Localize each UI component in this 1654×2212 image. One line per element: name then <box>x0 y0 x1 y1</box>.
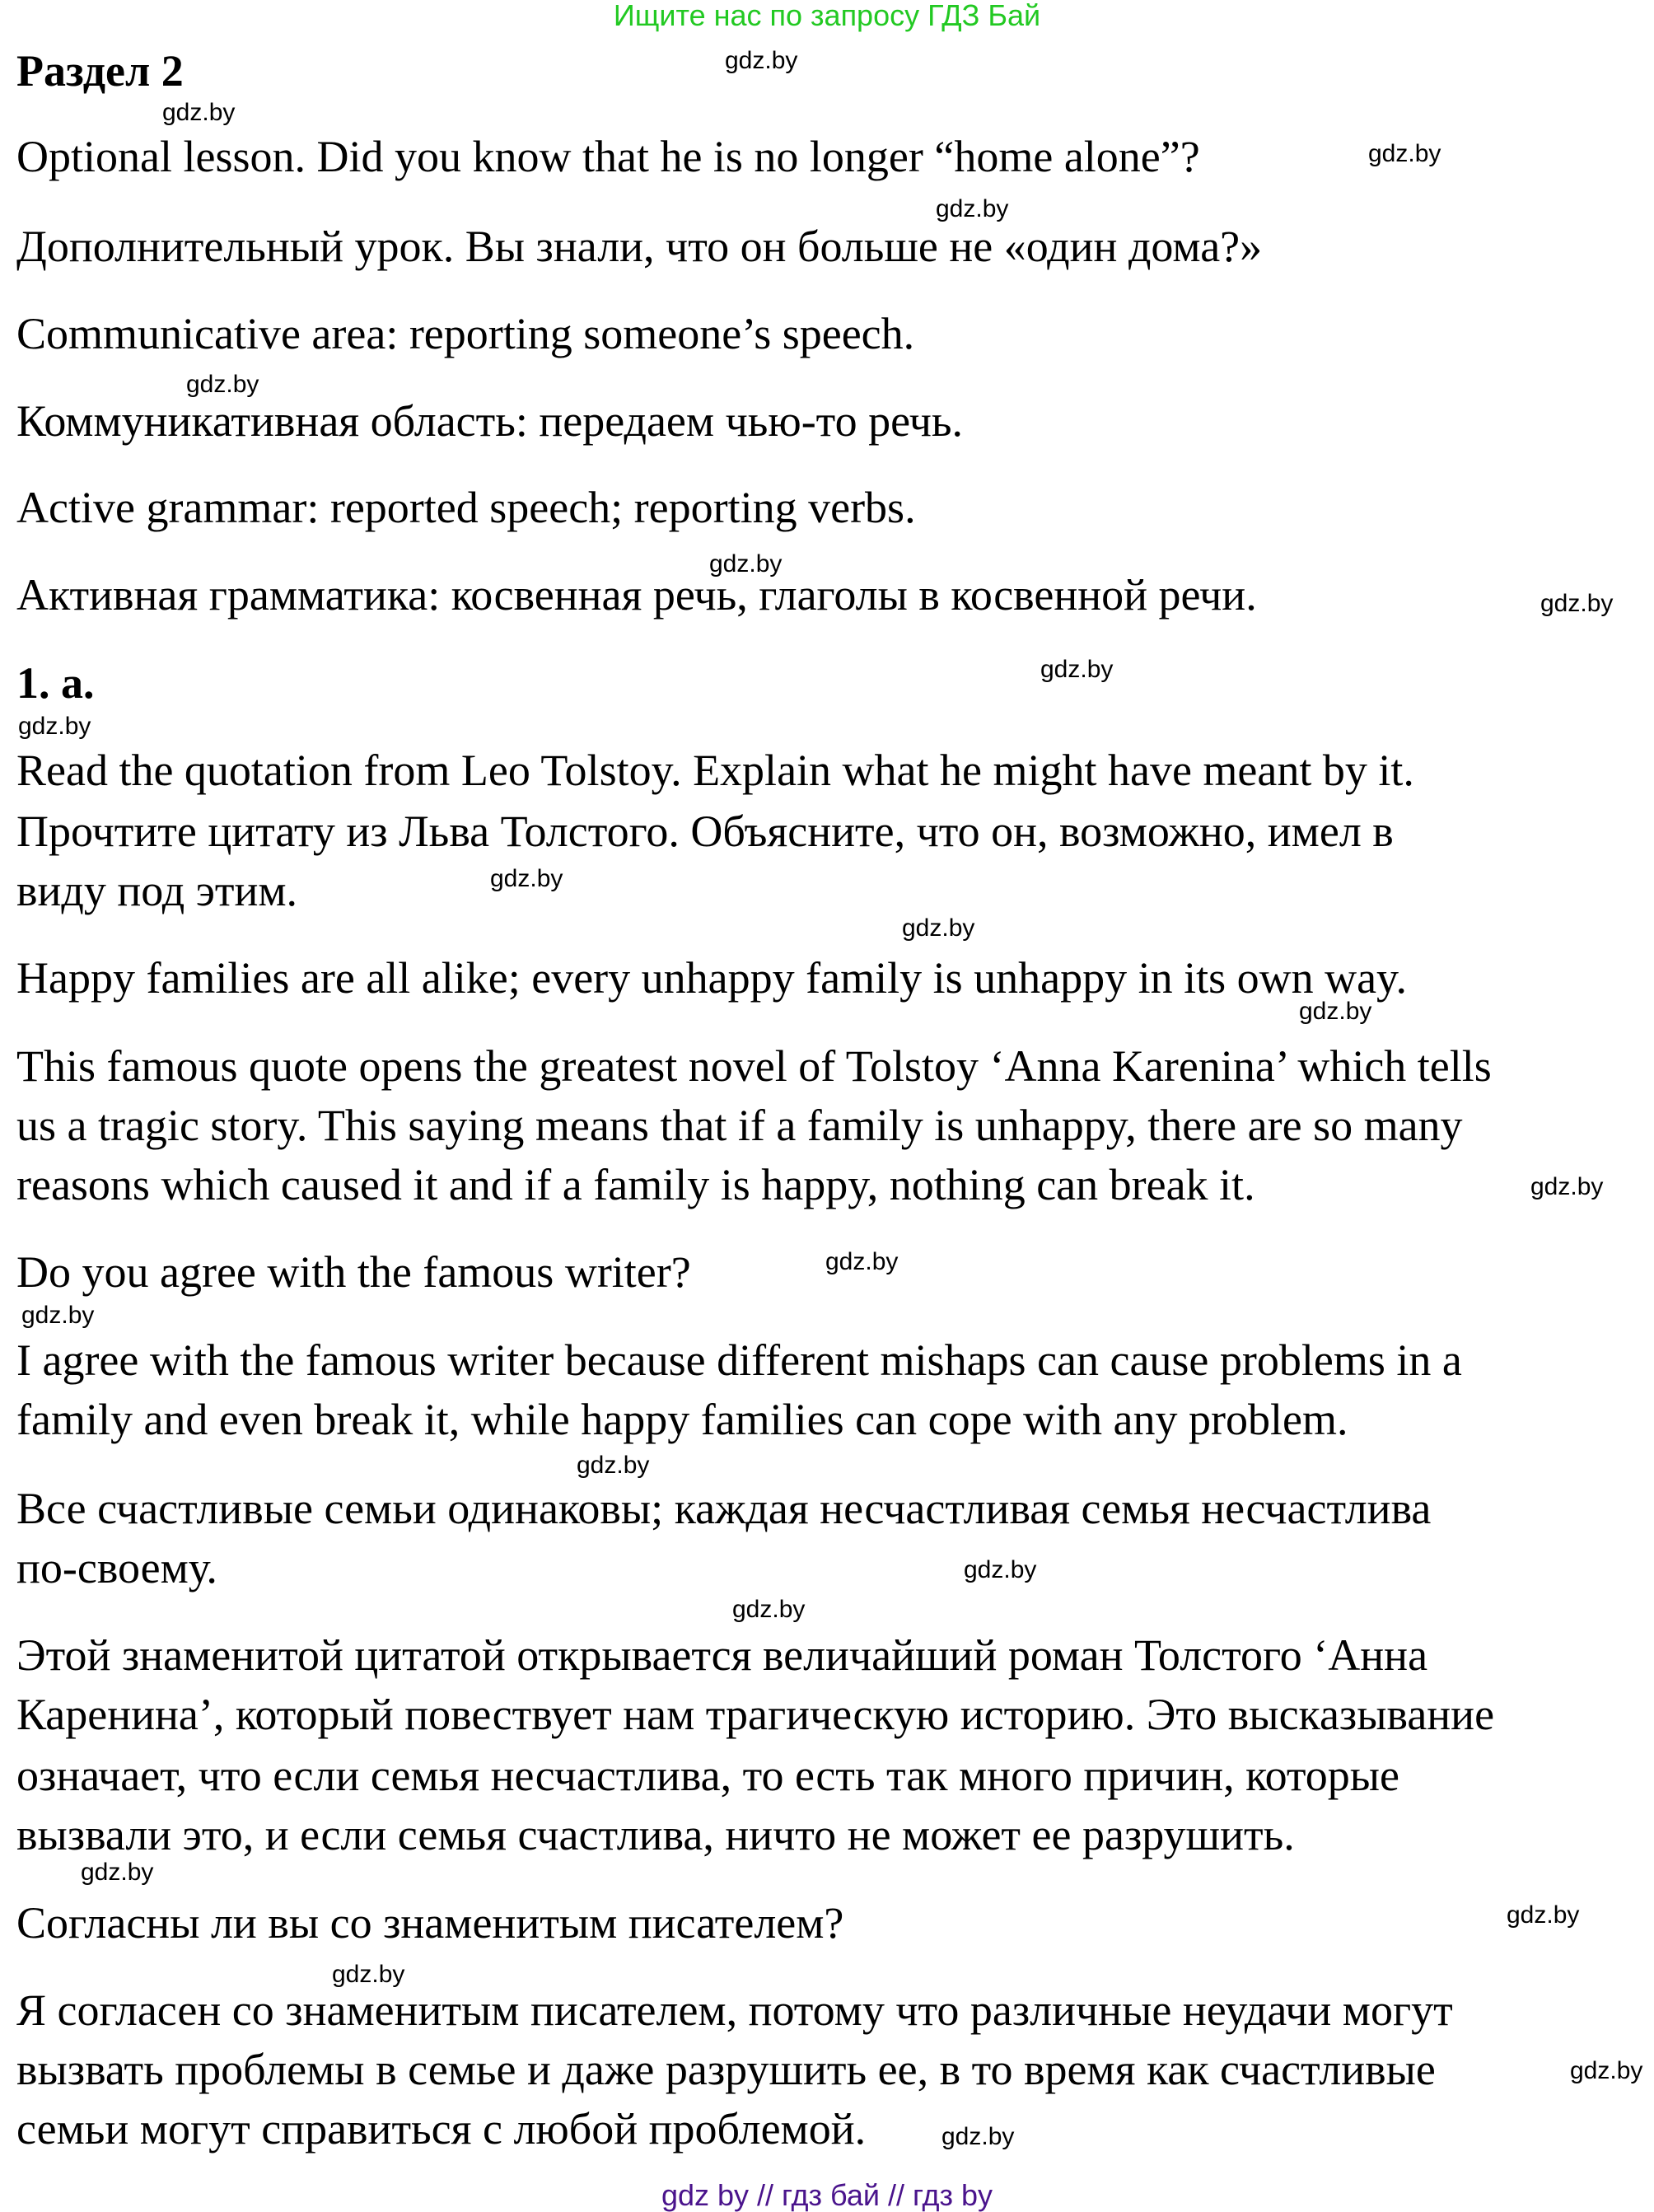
body-line: Все счастливые семьи одинаковы; каждая несчастливая семья несчастлива <box>16 1484 1432 1533</box>
body-line: по-своему. <box>16 1543 217 1592</box>
watermark: gdz.by <box>941 2123 1015 2150</box>
watermark: gdz.by <box>186 371 259 398</box>
question-line: Согласны ли вы со знаменитым писателем? <box>16 1898 844 1948</box>
lesson-title-en: Optional lesson. Did you know that he is no longer “home alone”? <box>16 132 1200 181</box>
body-line: вызвать проблемы в семье и даже разрушить ее, в то время как счастливые <box>16 2045 1436 2094</box>
watermark: gdz.by <box>936 195 1009 222</box>
body-line: Каренина’, который повествует нам трагическую историю. Это высказывание <box>16 1690 1495 1739</box>
active-grammar-ru: Активная грамматика: косвенная речь, глаголы в косвенной речи. <box>16 570 1257 620</box>
watermark: gdz.by <box>1570 2057 1643 2084</box>
footer-links[interactable]: gdz by // гдз бай // гдз by <box>661 2178 993 2212</box>
lesson-title-ru: Дополнительный урок. Вы знали, что он больше не «один дома?» <box>16 222 1263 271</box>
watermark: gdz.by <box>1530 1173 1604 1200</box>
body-line: вызвали это, и если семья счастлива, ничто не может ее разрушить. <box>16 1810 1295 1859</box>
watermark: gdz.by <box>81 1859 154 1886</box>
watermark: gdz.by <box>825 1248 899 1275</box>
section-title: Раздел 2 <box>16 46 184 96</box>
watermark: gdz.by <box>162 99 236 126</box>
search-banner: Ищите нас по запросу ГДЗ Бай <box>613 0 1041 32</box>
watermark: gdz.by <box>902 914 975 942</box>
question-line: Do you agree with the famous writer? <box>16 1247 691 1297</box>
watermark: gdz.by <box>732 1596 806 1623</box>
watermark: gdz.by <box>21 1302 95 1329</box>
body-line: означает, что если семья несчастлива, то есть так много причин, которые <box>16 1751 1400 1800</box>
watermark: gdz.by <box>577 1452 650 1479</box>
body-line: reasons which caused it and if a family is happy, nothing can break it. <box>16 1160 1255 1209</box>
body-line: This famous quote opens the greatest novel of Tolstoy ‘Anna Karenina’ which tells <box>16 1041 1492 1091</box>
watermark: gdz.by <box>490 865 563 892</box>
watermark: gdz.by <box>1299 998 1372 1025</box>
watermark: gdz.by <box>964 1556 1037 1583</box>
quote-line: Happy families are all alike; every unhappy family is unhappy in its own way. <box>16 953 1408 1003</box>
watermark: gdz.by <box>18 713 91 740</box>
watermark: gdz.by <box>1540 590 1614 617</box>
body-line: Прочтите цитату из Льва Толстого. Объясните, что он, возможно, имел в <box>16 807 1394 856</box>
active-grammar-en: Active grammar: reported speech; reporting verbs. <box>16 483 916 532</box>
body-line: family and even break it, while happy families can cope with any problem. <box>16 1395 1348 1444</box>
body-line: Read the quotation from Leo Tolstoy. Explain what he might have meant by it. <box>16 746 1414 795</box>
body-line: виду под этим. <box>16 866 298 915</box>
body-line: Я согласен со знаменитым писателем, потому что различные неудачи могут <box>16 1985 1453 2035</box>
watermark: gdz.by <box>725 47 798 74</box>
communicative-area-en: Communicative area: reporting someone’s speech. <box>16 309 915 358</box>
watermark: gdz.by <box>1507 1901 1580 1929</box>
body-line: us a tragic story. This saying means that if a family is unhappy, there are so many <box>16 1101 1463 1150</box>
watermark: gdz.by <box>1040 656 1114 683</box>
body-line: I agree with the famous writer because different mishaps can cause problems in a <box>16 1335 1462 1385</box>
exercise-label: 1. a. <box>16 658 95 708</box>
watermark: gdz.by <box>1368 140 1441 167</box>
watermark: gdz.by <box>332 1961 405 1988</box>
body-line: семьи могут справиться с любой проблемой. <box>16 2104 867 2154</box>
body-line: Этой знаменитой цитатой открывается величайший роман Толстого ‘Анна <box>16 1630 1428 1680</box>
watermark: gdz.by <box>709 550 783 578</box>
communicative-area-ru: Коммуникативная область: передаем чью-то речь. <box>16 396 963 446</box>
